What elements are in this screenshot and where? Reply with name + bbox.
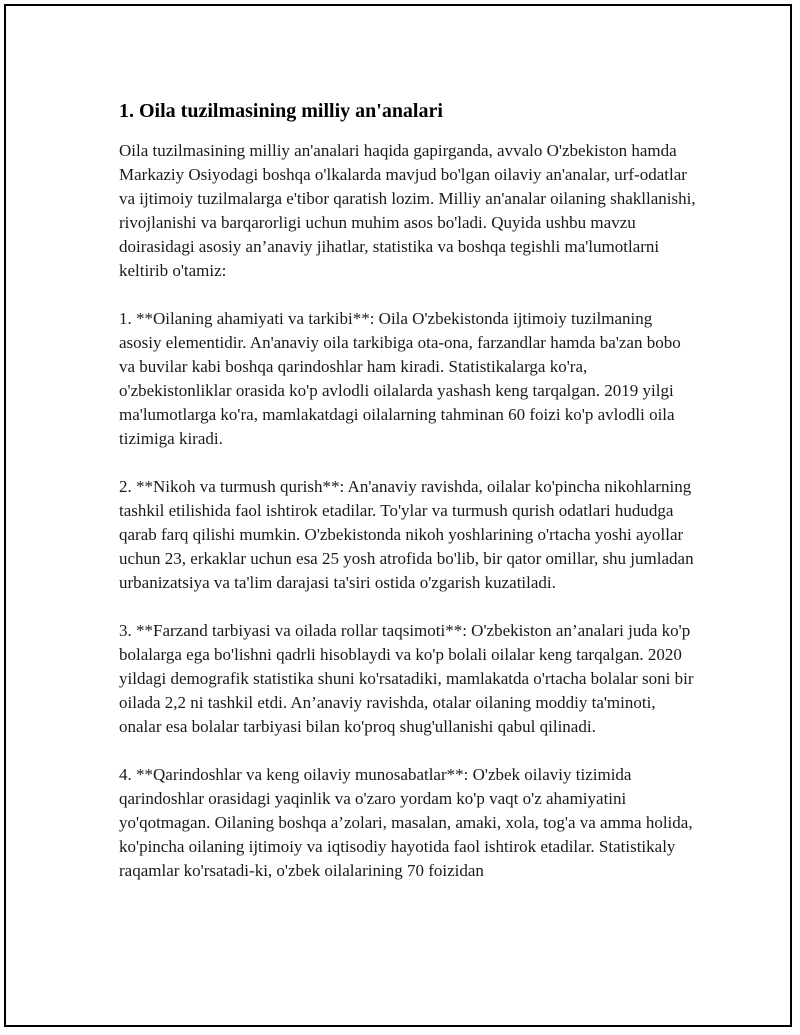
paragraph-marriage: 2. **Nikoh va turmush qurish**: An'anaviy ravishda, oilalar ko'pincha nikohlarning tashkil etilishida faol ishtirok etadilar. To'ylar va turmush qurish odatlari hududga qarab farq qilishi mumkin. O'zbekistonda nikoh yoshlarining o'rtacha yoshi ayollar uchun 23, erkaklar uchun esa 25 yosh atrofida bo'lib, bir qator omillar, shu jumladan urbanizatsiya va ta'lim darajasi ta'siri ostida o'zgarish kuzatiladi. xyxy=(119,477,694,592)
paragraph-family-composition: 1. **Oilaning ahamiyati va tarkibi**: Oila O'zbekistonda ijtimoiy tuzilmaning asosiy elementidir. An'anaviy oila tarkibiga ota-ona, farzandlar hamda ba'zan bobo va buvilar kabi boshqa qarindoshlar ham kiradi. Statistikalarga ko'ra, o'zbekistonliklar orasida ko'p avlodli oilalarda yashash keng tarqalgan. 2019 yilgi ma'lumotlarga ko'ra, mamlakatdagi oilalarning tahminan 60 foizi ko'p avlodli oila tizimiga kiradi. xyxy=(119,309,681,448)
intro-paragraph: Oila tuzilmasining milliy an'analari haqida gapirganda, avvalo O'zbekiston hamda Markaziy Osiyodagi boshqa o'lkalarda mavjud bo'lgan oilaviy an'analar, urf-odatlar va ijtimoiy tuzilmalarga e'tibor qaratish lozim. Milliy an'analar oilaning shakllanishi, rivojlanishi va barqarorligi uchun muhim asos bo'ladi. Quyida ushbu mavzu doirasidagi asosiy an’anaviy jihatlar, statistika va boshqa tegishli ma'lumotlarni keltirib o'tamiz: xyxy=(119,141,696,280)
document-body xyxy=(119,96,699,907)
paragraph-child-upbringing: 3. **Farzand tarbiyasi va oilada rollar taqsimoti**: O'zbekiston an’analari juda ko'p bolalarga ega bo'lishni qadrli hisoblaydi va ko'p bolali oilalar keng tarqalgan. 2020 yildagi demografik statistika shuni ko'rsatadiki, mamlakatda o'rtacha bolalar soni bir oilada 2,2 ni tashkil etdi. An’anaviy ravishda, otalar oilaning moddiy ta'minoti, onalar esa bolalar tarbiyasi bilan ko'proq shug'ullanishi qabul qilinadi. xyxy=(119,621,694,736)
section-title: 1. Oila tuzilmasining milliy an'analari xyxy=(119,100,443,122)
document-page xyxy=(4,4,792,1027)
paragraph-relatives: 4. **Qarindoshlar va keng oilaviy munosabatlar**: O'zbek oilaviy tizimida qarindoshlar orasidagi yaqinlik va o'zaro yordam ko'p vaqt o'z ahamiyatini yo'qotmagan. Oilaning boshqa a’zolari, masalan, amaki, xola, tog'a va amma holida, ko'pincha oilaning ijtimoiy va iqtisodiy hayotida faol ishtirok etadilar. Statistikaly raqamlar ko'rsatadi-ki, o'zbek oilalarining 70 foizidan xyxy=(119,765,693,880)
